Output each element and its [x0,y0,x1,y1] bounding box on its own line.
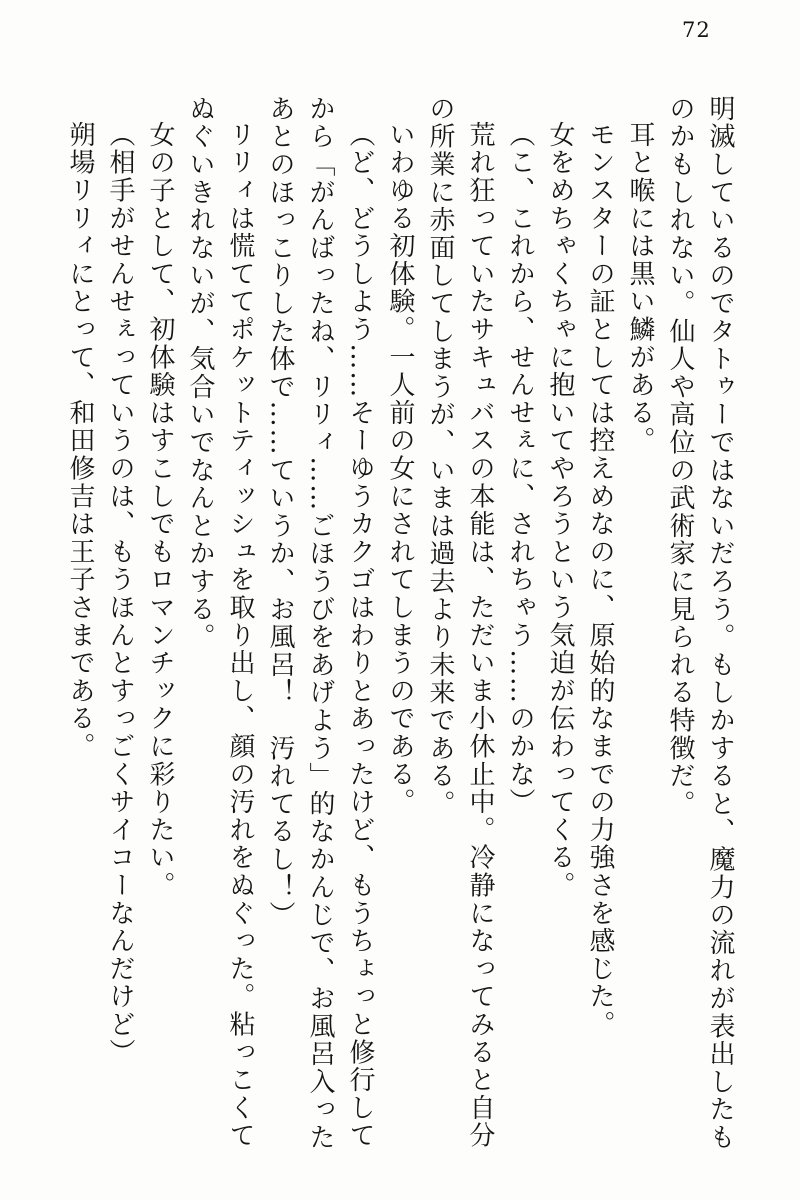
paragraph: いわゆる初体験。一人前の女にされてしまうのである。 [385,121,415,816]
paragraph: （相手がせんせぇっていうのは、もうほんとすっごくサイコーなんだけど） [105,121,135,1067]
paragraph: 朔場リリィにとって、和田修吉は王子さまである。 [65,121,95,761]
paragraph: リリィは慌ててポケットティッシュを取り出し、顔の汚れをぬぐった。粘っこくてぬぐいきれないが、気合いでなんとかする。 [185,95,255,1150]
paragraph: （ど、どうしよう……そーゆうカクゴはわりとあったけど、もうちょっと修行してから「がんばったね、リリィ……ごほうびをあげよう」的なかんじで、お風呂入ったあとのほっこりした体で……ていうか、お風呂！ 汚れてるし！） [265,95,375,1152]
paragraph: 耳と喉には黒い鱗がある。 [625,121,655,455]
paragraph: 荒れ狂っていたサキュバスの本能は、ただいま小休止中。冷静になってみると自分の所業に赤面してしまうが、いまは過去より未来である。 [425,95,495,1150]
paragraph: （こ、これから、せんせぇに、されちゃう……のかな） [505,121,535,816]
paragraph: 女の子として、初体験はすこしでもロマンチックに彩りたい。 [145,121,175,900]
body-text [48,95,740,1153]
paragraph: 女をめちゃくちゃに抱いてやろうという気迫が伝わってくる。 [545,121,575,900]
page-number: 72 [682,18,711,42]
paragraph: モンスターの証としては控えめなのに、原始的なまでの力強さを感じた。 [585,121,615,1039]
paragraph: 明滅しているのでタトゥーではないだろう。もしかすると、魔力の流れが表出したものかもしれない。仙人や高位の武術家に見られる特徴だ。 [665,95,735,1152]
